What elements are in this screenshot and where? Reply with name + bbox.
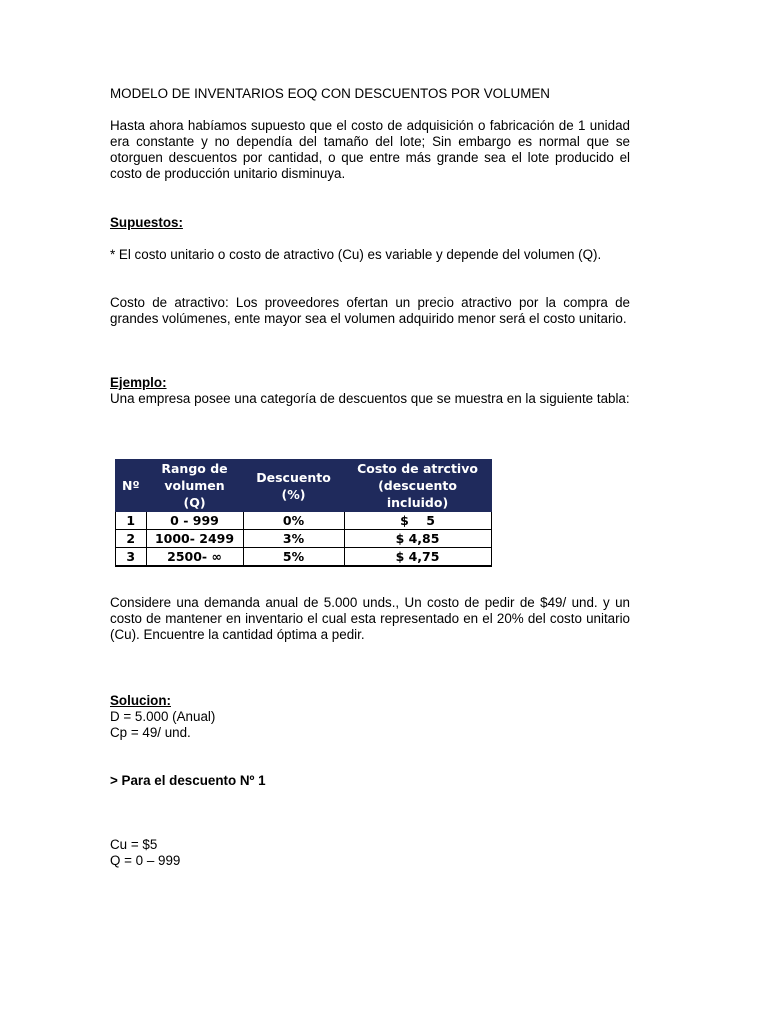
table-header-row [116,460,492,512]
cell-rango: 1000- 2499 [146,530,243,548]
cell-descuento: 0% [243,512,344,530]
header-costo-line-2: (descuento incluido) [378,478,457,510]
table-row [116,530,492,548]
costo-atractivo-paragraph: Costo de atractivo: Los proveedores ofertan un precio atractivo por la compra de grandes volúmenes, ente mayor sea el volumen adquirido menor será el costo unitario. [110,295,630,326]
discount-table [115,459,492,567]
solucion-heading: Solucion: [110,693,171,708]
ejemplo-heading: Ejemplo: [110,375,167,390]
table-row [116,548,492,567]
header-rango-line-1: Rango de [161,461,228,476]
document-page [110,86,630,868]
cell-descuento: 3% [243,530,344,548]
cell-rango: 2500- ∞ [146,548,243,567]
header-rango [146,460,243,512]
cell-num: 1 [116,512,147,530]
discount-1-heading: > Para el descuento Nº 1 [110,773,266,788]
header-descuento: Descuento (%) [243,460,344,512]
cell-costo: $ 5 [344,512,491,530]
header-costo-line-1: Costo de atrctivo [357,461,478,476]
cell-num: 3 [116,548,147,567]
ejemplo-paragraph: Una empresa posee una categoría de descuentos que se muestra en la siguiente tabla: [110,391,630,406]
supuesto-item: * El costo unitario o costo de atractivo (Cu) es variable y depende del volumen (Q). [110,247,602,262]
cell-rango: 0 - 999 [146,512,243,530]
cell-descuento: 5% [243,548,344,567]
header-num: Nº [116,460,147,512]
demand-line: D = 5.000 (Anual) [110,709,216,724]
supuestos-heading: Supuestos: [110,215,183,230]
header-rango-line-2: volumen (Q) [164,478,225,510]
table-row [116,512,492,530]
unit-cost-line: Cu = $5 [110,837,158,852]
intro-paragraph: Hasta ahora habíamos supuesto que el costo de adquisición o fabricación de 1 unidad era constante y no dependía del tamaño del lote; Sin embargo es normal que se otorguen descuentos por cantidad, o que entre más grande sea el lote producido el costo de producción unitario disminuya. [110,118,630,181]
cell-costo: $ 4,75 [344,548,491,567]
considere-paragraph: Considere una demanda anual de 5.000 unds., Un costo de pedir de $49/ und. y un costo de mantener en inventario el cual esta representado en el 20% del costo unitario (Cu). Encuentre la cantidad óptima a pedir. [110,595,630,642]
document-title: MODELO DE INVENTARIOS EOQ CON DESCUENTOS POR VOLUMEN [110,86,550,101]
cell-num: 2 [116,530,147,548]
cell-costo: $ 4,85 [344,530,491,548]
header-costo [344,460,491,512]
quantity-line: Q = 0 – 999 [110,853,181,868]
order-cost-line: Cp = 49/ und. [110,725,191,740]
